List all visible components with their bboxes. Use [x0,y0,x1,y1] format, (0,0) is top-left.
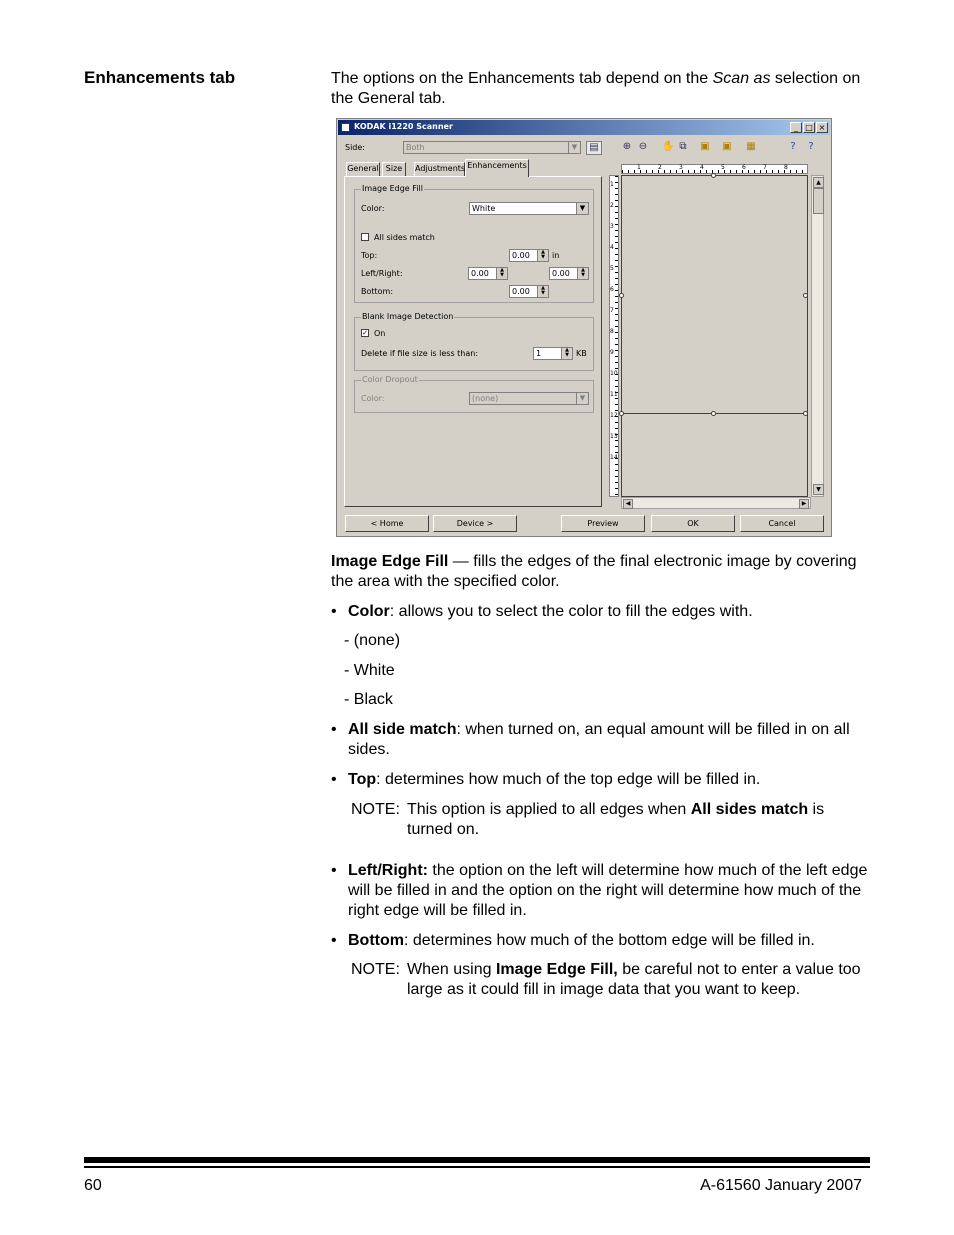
frame-handle[interactable] [803,411,808,416]
ruler-top-label: 5 [721,164,725,171]
left-right-bullet [331,861,871,921]
preview-button[interactable]: Preview [561,515,645,532]
chevron-down-icon: ▼ [568,142,580,153]
ruler-left-label: 9 [610,349,614,356]
hand-icon[interactable]: ✋ [662,141,675,152]
scroll-up-icon[interactable]: ▲ [813,177,824,188]
frame-handle[interactable] [619,411,624,416]
scroll-right-icon[interactable]: ▶ [799,499,809,509]
bullet-text: the option on the left will determine how much of the left edge will be filled in and the option on the right will determine how much of the right edge will be filled in. [348,862,868,919]
home-button[interactable]: < Home [345,515,429,532]
minimize-icon[interactable]: _ [790,122,802,133]
bottom-label: Bottom: [361,287,394,296]
para-text: — fills the edges of the final electronic image by covering the area with the specified color. [331,553,857,590]
color-option-white: - White [344,662,395,679]
page-number: 60 [84,1177,102,1194]
frame-handle[interactable] [803,293,808,298]
all-sides-checkbox[interactable] [361,233,369,241]
horizontal-scrollbar[interactable] [621,497,811,509]
maximize-icon[interactable]: □ [803,122,815,133]
ruler-top-label: 2 [658,164,662,171]
bullet-marker: • [331,771,337,788]
ruler-top-label: 3 [679,164,683,171]
delete-size-label: Delete if file size is less than: [361,349,479,358]
section-heading: Enhancements tab [84,68,236,87]
side-select[interactable] [403,141,581,154]
dropout-color-label: Color: [361,394,385,403]
settings-icon[interactable]: ▤ [586,141,602,155]
ruler-top-label: 8 [784,164,788,171]
right-value: 0.00 [552,269,570,278]
blank-image-group [354,312,594,371]
spinner-arrows-icon[interactable]: ▲ ▼ [561,348,572,359]
color-dropout-group [354,375,594,413]
right-spinner[interactable] [549,267,589,280]
rotate-icon[interactable]: ▦ [746,141,756,152]
ruler-left-label: 1 [610,181,614,188]
zoom-in-icon[interactable]: ⊕ [622,141,632,152]
note-text-2: be careful not to enter a value too large as it could fill in image data that you want to keep. [407,961,861,998]
ruler-left-label: 14 [610,454,618,461]
ruler-left-label: 3 [610,223,614,230]
ruler-top-label: 7 [763,164,767,171]
bottom-spinner[interactable] [509,285,549,298]
note-bold: Image Edge Fill, [495,961,618,978]
bottom-value: 0.00 [512,287,530,296]
image-edge-fill-title: Image Edge Fill [362,184,423,193]
bullet-text: : allows you to select the color to fill the edges with. [389,603,753,620]
delete-size-value: 1 [536,349,542,358]
device-button[interactable]: Device > [433,515,517,532]
scroll-left-icon[interactable]: ◀ [623,499,633,509]
ruler-left-label: 6 [610,286,614,293]
frame-handle[interactable] [619,293,624,298]
image-edge-fill-group [354,184,594,303]
page-setup-icon[interactable]: ▣ [700,141,710,152]
ruler-left-label: 5 [610,265,614,272]
color-option-black: - Black [344,691,393,708]
ruler-left-label: 2 [610,202,614,209]
frame-handle[interactable] [711,411,716,416]
note-label: NOTE: [351,961,400,978]
bullet-bold: All side match [348,721,457,738]
intro-paragraph [331,69,871,109]
ruler-left-label: 8 [610,328,614,335]
enhancements-panel [344,176,602,507]
note-bold: All sides match [690,801,809,818]
top-label: Top: [361,251,378,260]
top-bullet [331,770,871,790]
blank-image-title: Blank Image Detection [362,312,454,321]
vertical-scrollbar[interactable] [811,175,824,497]
kb-label: KB [576,349,587,358]
scroll-down-icon[interactable]: ▼ [813,484,824,495]
frame-handle[interactable] [711,173,716,178]
edge-color-value: White [472,204,496,213]
tab-general[interactable]: General [346,162,380,176]
left-right-label: Left/Right: [361,269,403,278]
spinner-arrows-icon[interactable]: ▲ ▼ [537,286,548,297]
intro-text-2: selection on the General tab. [331,70,861,107]
left-spinner[interactable] [468,267,508,280]
bullet-marker: • [331,603,337,620]
chevron-down-icon: ▼ [576,393,588,404]
edge-color-select[interactable] [469,202,589,215]
ok-button[interactable]: OK [651,515,735,532]
spinner-arrows-icon[interactable]: ▲ ▼ [577,268,588,279]
bullet-bold: Bottom [348,932,404,949]
ruler-top-label: 6 [742,164,746,171]
ruler-left-label: 13 [610,433,618,440]
note-edge-fill [351,960,871,1000]
note-text-2: is turned on. [407,801,825,838]
note-label: NOTE: [351,801,400,818]
delete-size-spinner[interactable] [533,347,573,360]
left-value: 0.00 [471,269,489,278]
color-bullet [331,602,871,622]
blank-on-checkbox[interactable]: ✓ [362,329,368,337]
bullet-bold: Color [348,603,390,620]
edge-color-label: Color: [361,204,385,213]
tab-adjustments[interactable]: Adjustments [414,162,465,176]
ruler-left-label: 7 [610,307,614,314]
preview-area[interactable] [621,175,808,497]
ruler-left-label: 11 [610,391,618,398]
note-text-1: This option is applied to all edges when [407,801,691,818]
bullet-text: : determines how much of the bottom edge will be filled in. [403,932,815,949]
app-icon [341,123,350,132]
scanner-dialog [336,118,832,537]
bullet-bold: Left/Right: [348,862,428,879]
dropout-color-select[interactable] [469,392,589,405]
color-option-none: - (none) [344,632,401,649]
bullet-bold: Top [348,771,377,788]
footer-rule-thin [84,1166,870,1168]
para-bold: Image Edge Fill [331,553,449,570]
note-all-sides [351,800,871,840]
close-icon[interactable]: × [816,122,828,133]
chevron-down-icon: ▼ [576,203,588,214]
bullet-marker: • [331,932,337,949]
spinner-arrows-icon[interactable]: ▲ ▼ [537,250,548,261]
note-text-1: When using [407,961,496,978]
bullet-marker: • [331,862,337,879]
blank-on-label: On [374,329,386,338]
dropout-color-value: (none) [472,394,499,403]
scroll-thumb[interactable] [813,188,824,214]
fit-icon[interactable]: ⧉ [679,141,687,152]
ruler-left-label: 12 [610,412,618,419]
ruler-left-label: 10 [610,370,618,377]
ruler-top-label: 4 [700,164,704,171]
intro-italic: Scan as [712,70,771,87]
frame-icon[interactable]: ▣ [722,141,732,152]
bullet-text: : determines how much of the top edge will be filled in. [376,771,761,788]
context-help-icon[interactable]: ? [808,141,814,152]
footer-rule [84,1157,870,1163]
spinner-arrows-icon[interactable]: ▲ ▼ [496,268,507,279]
ruler-left-label: 4 [610,244,614,251]
zoom-out-icon[interactable]: ⊖ [638,141,648,152]
all-sides-label: All sides match [374,233,435,242]
document-reference: A-61560 January 2007 [700,1177,862,1194]
bullet-text: : when turned on, an equal amount will be filled in on all sides. [348,721,850,758]
tab-enhancements[interactable]: Enhancements [465,159,529,177]
all-side-bullet [331,720,871,760]
top-value: 0.00 [512,251,530,260]
ruler-top-label: 1 [637,164,641,171]
unit-label: in [552,251,560,260]
color-dropout-title: Color Dropout [362,375,418,384]
bullet-marker: • [331,721,337,738]
side-value: Both [406,143,425,152]
top-spinner[interactable] [509,249,549,262]
help-icon[interactable]: ? [790,141,796,152]
side-label: Side: [345,143,365,152]
tab-size[interactable]: Size [382,162,406,176]
cancel-button[interactable]: Cancel [740,515,824,532]
image-edge-fill-paragraph [331,552,871,592]
dialog-titlebar [338,120,830,135]
bottom-bullet [331,931,871,951]
dialog-title: KODAK i1220 Scanner [354,122,453,131]
intro-text-1: The options on the Enhancements tab depend on the [331,70,713,87]
